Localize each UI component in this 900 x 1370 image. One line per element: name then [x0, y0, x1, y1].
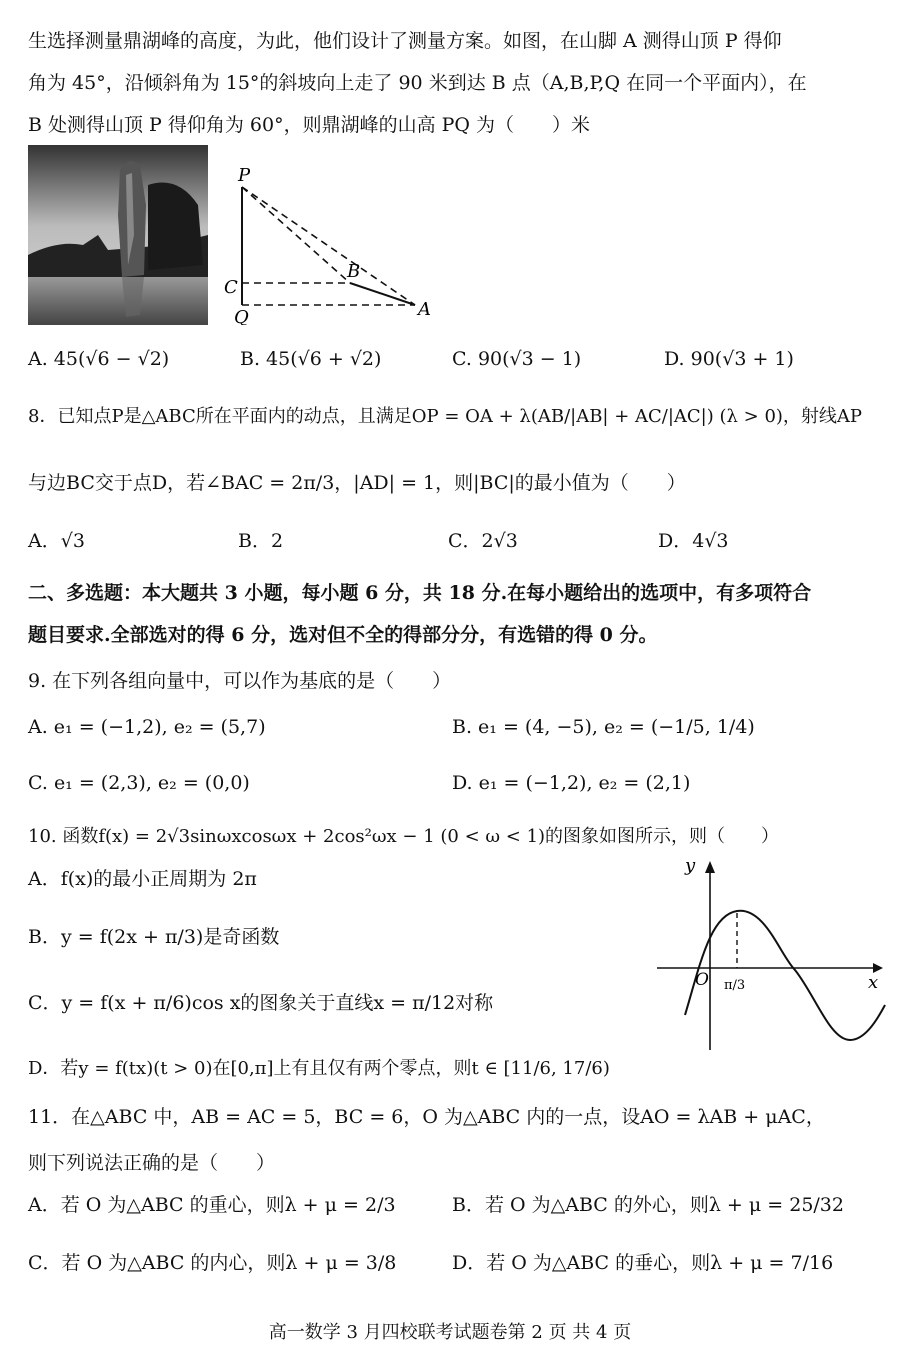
q10-stem: 10. 函数f(x) = 2√3sinωxcosωx + 2cos²ωx − 1 (0 < ω < 1)的图象如图所示，则（ ） — [28, 826, 780, 847]
q7-geometry-figure — [220, 165, 450, 325]
line-pb — [242, 187, 350, 283]
y-axis-arrow-icon — [705, 861, 715, 873]
q8-option-b[interactable]: B．2 — [238, 530, 284, 552]
q9-option-a[interactable]: A. e₁ = (−1,2), e₂ = (5,7) — [28, 716, 266, 738]
q8-option-d[interactable]: D．4√3 — [658, 530, 729, 552]
q10-option-b[interactable]: B．y = f(2x + π/3)是奇函数 — [28, 926, 280, 948]
q7-option-d[interactable]: D. 90(√3 + 1) — [664, 348, 794, 370]
q8-option-c[interactable]: C．2√3 — [448, 530, 518, 552]
q10-option-c[interactable]: C．y = f(x + π/6)cos x的图象关于直线x = π/12对称 — [28, 992, 494, 1014]
q7-stem-line: 角为 45°，沿倾斜角为 15°的斜坡向上走了 90 米到达 B 点（A,B,P,Q 在同一个平面内），在 — [28, 72, 807, 94]
q8-stem-line1: 8．已知点P是△ABC所在平面内的动点，且满足OP = OA + λ(AB/|AB| + AC/|AC|) (λ > 0)，射线AP — [28, 406, 863, 427]
q7-stem — [28, 20, 878, 146]
q7-option-c[interactable]: C. 90(√3 − 1) — [452, 348, 582, 370]
q9-option-c[interactable]: C. e₁ = (2,3), e₂ = (0,0) — [28, 772, 250, 794]
label-b: B — [347, 261, 361, 282]
q11-stem-line2: 则下列说法正确的是（ ） — [28, 1152, 276, 1174]
q9-option-d[interactable]: D. e₁ = (−1,2), e₂ = (2,1) — [452, 772, 691, 794]
q7-stem-line: 生选择测量鼎湖峰的高度，为此，他们设计了测量方案。如图，在山脚 A 测得山顶 P 得仰 — [28, 30, 782, 52]
q10-function-graph — [655, 855, 890, 1055]
sine-curve — [685, 911, 885, 1040]
label-q: Q — [234, 307, 249, 325]
q11-option-b[interactable]: B．若 O 为△ABC 的外心，则λ + μ = 25/32 — [452, 1194, 844, 1216]
section-2-header-line2: 题目要求.全部选对的得 6 分，选对但不全的得部分分，有选错的得 0 分。 — [28, 624, 658, 646]
q11-stem-line1: 11．在△ABC 中，AB = AC = 5，BC = 6，O 为△ABC 内的一点，设AO = λAB + μAC， — [28, 1106, 825, 1128]
origin-label: O — [695, 970, 709, 990]
q7-option-b[interactable]: B. 45(√6 + √2) — [240, 348, 382, 370]
q8-option-a[interactable]: A．√3 — [28, 530, 85, 552]
q11-option-c[interactable]: C．若 O 为△ABC 的内心，则λ + μ = 3/8 — [28, 1252, 397, 1274]
label-c: C — [224, 277, 238, 298]
line-ba — [350, 283, 415, 305]
y-axis-label: y — [685, 855, 696, 876]
pi-over-3-tick-label: π/3 — [724, 978, 746, 993]
label-a: A — [418, 299, 431, 320]
q10-option-d[interactable]: D．若y = f(tx)(t > 0)在[0,π]上有且仅有两个零点，则t ∈ [11/6, 17/6) — [28, 1058, 610, 1079]
q9-stem: 9. 在下列各组向量中，可以作为基底的是（ ） — [28, 670, 452, 692]
page-footer: 高一数学 3 月四校联考试题卷第 2 页 共 4 页 — [268, 1322, 632, 1343]
q9-option-b[interactable]: B. e₁ = (4, −5), e₂ = (−1/5, 1/4) — [452, 716, 755, 738]
x-axis-label: x — [868, 972, 879, 993]
line-pa — [242, 187, 415, 305]
label-p: P — [238, 165, 251, 186]
q11-option-d[interactable]: D．若 O 为△ABC 的垂心，则λ + μ = 7/16 — [452, 1252, 834, 1274]
section-2-header-line1: 二、多选题：本大题共 3 小题，每小题 6 分，共 18 分.在每小题给出的选项中，有多项符合 — [28, 582, 812, 604]
q8-stem-line2: 与边BC交于点D，若∠BAC = 2π/3，|AD| = 1，则|BC|的最小值为（ ） — [28, 472, 686, 494]
q7-stem-line: B 处测得山顶 P 得仰角为 60°，则鼎湖峰的山高 PQ 为（ ）米 — [28, 114, 591, 136]
dinghu-peak-photo — [28, 145, 208, 325]
q11-option-a[interactable]: A．若 O 为△ABC 的重心，则λ + μ = 2/3 — [28, 1194, 396, 1216]
q7-option-a[interactable]: A. 45(√6 − √2) — [28, 348, 170, 370]
q10-option-a[interactable]: A．f(x)的最小正周期为 2π — [28, 868, 257, 890]
